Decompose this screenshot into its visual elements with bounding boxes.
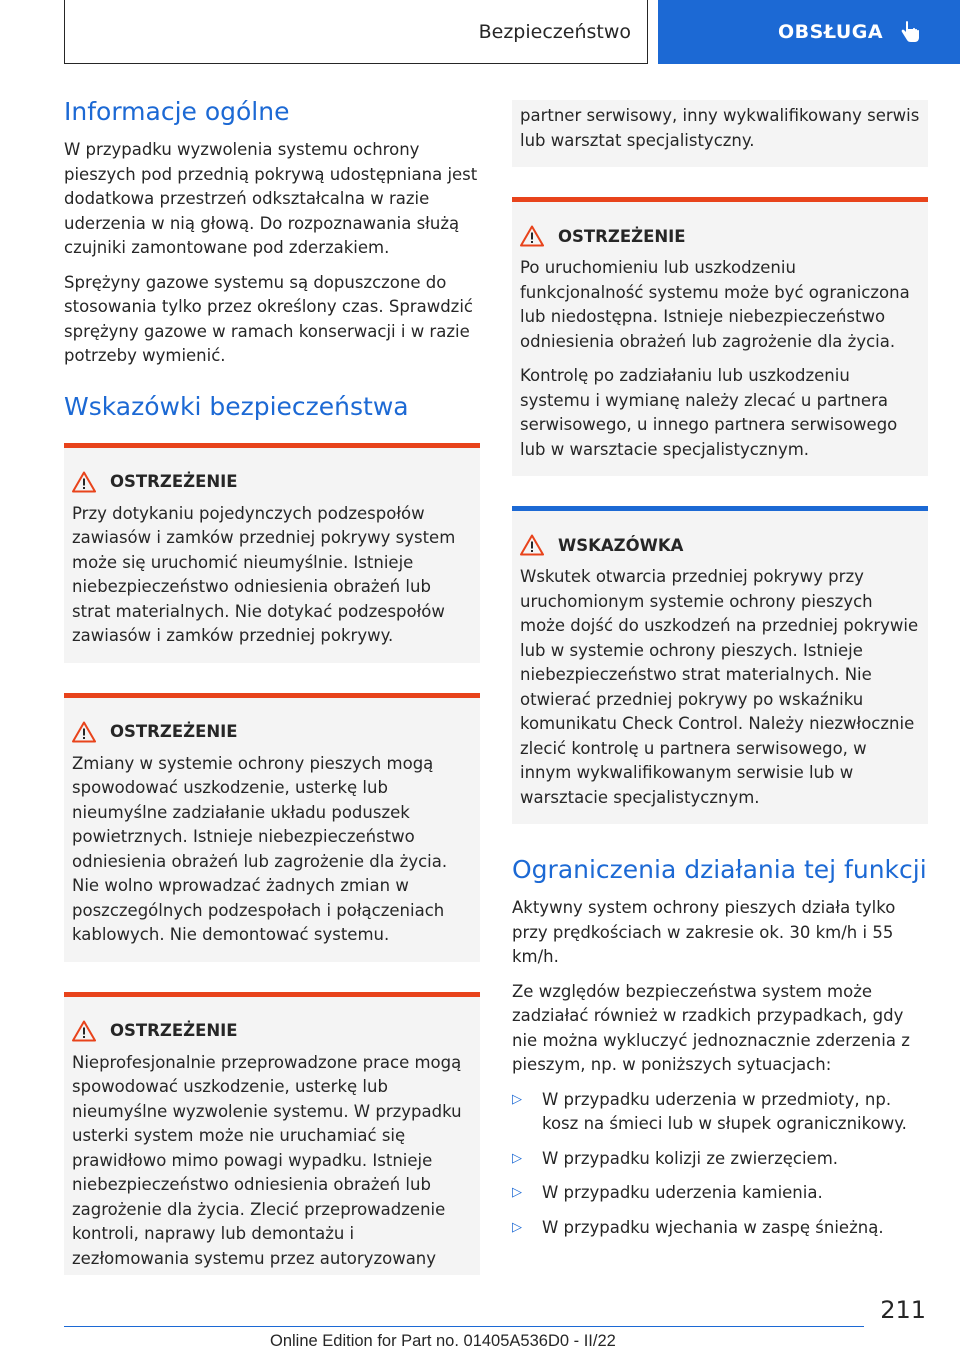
note-text: Wskutek otwarcia przedniej pokrywy przy uruchomionym systemie ochrony pieszych może dojść do uszkodzeń na przedniej pokrywie lub w systemie ochrony pieszych. Istnieje niebezpieczeństwo strat materialnych. Nie otwierać przedniej pokrywy po wskaźniku komunikatu Check Control. Należy niezwłocznie zlecić kontrolę u partnera serwisowego, w innym wykwalifikowanym serwisie lub w warsztacie specjalistycznym.: [520, 567, 919, 807]
heading-safety-notes: Wskazówki bezpieczeństwa: [64, 391, 409, 421]
warning-text: Przy dotykaniu pojedynczych podzespołów zawiasów i zamków przedniej pokrywy system może się uruchomić nieumyślnie. Istnieje niebezpieczeństwo odniesienia obrażeń lub strat materialnych. Nie dotykać podzespołów zawiasów i zamków przedniej pokrywy.: [72, 503, 456, 645]
paragraph: Ze względów bezpieczeństwa system może zadziałać również w rzadkich przypadkach, gdy nie można wykluczyć jednoznacznie zderzenia z pieszym, np. w poniższych sytuacjach:: [512, 981, 910, 1074]
triangle-bullet-icon: ▷: [512, 1150, 522, 1166]
list-item: ▷ W przypadku wjechania w zaspę śnieżną.: [512, 1216, 928, 1241]
page-number: 211: [880, 1296, 926, 1324]
warning-triangle-icon: [72, 1020, 96, 1042]
warning-header: [72, 1019, 472, 1043]
list-item: ▷ W przypadku uderzenia kamienia.: [512, 1181, 928, 1206]
warning-title: OSTRZEŻENIE: [110, 472, 238, 491]
warning-box: [64, 693, 480, 962]
warning-title: OSTRZEŻENIE: [558, 226, 686, 246]
note-header: [520, 533, 920, 557]
warning-header: [72, 470, 472, 494]
warning-triangle-icon: [72, 721, 96, 743]
warning-text: Zmiany w systemie ochrony pieszych mogą spowodować uszkodzenie, usterkę lub nieumyślne zadziałanie układu poduszek powietrznych. Istnieje niebezpieczeństwo odniesienia obrażeń lub zagrożenie dla życia. Nie wolno wprowadzać żadnych zmian w poszczególnych podzespołach i połączeniach kablowych. Nie demontować systemu.: [72, 753, 448, 944]
chapter-label: OBSŁUGA: [778, 21, 884, 43]
warning-header: [72, 720, 472, 744]
triangle-bullet-icon: ▷: [512, 1219, 522, 1235]
paragraph: Sprężyny gazowe systemu są dopuszczone do stosowania tylko przez określony czas. Sprawdzić sprężyny gazowe w ramach konserwacji i w razie potrzeby wymienić.: [64, 272, 473, 365]
warning-text: Nieprofesjonalnie przeprowadzone prace mogą spowodować uszkodzenie, usterkę lub nieumyślne wyzwolenie systemu. W przypadku usterki system może nie uruchamiać się prawidłowo mimo powagi wypadku. Istnieje niebezpieczeństwo odniesienia obrażeń lub zagrożenie dla życia. Zlecić przeprowadzenie kontroli, naprawy lub demontażu i zezłomowania systemu przez autoryzowany: [72, 1052, 462, 1268]
left-column: [64, 96, 480, 1275]
section-label: Bezpieczeństwo: [478, 20, 631, 43]
situation-list: [512, 1088, 928, 1241]
triangle-bullet-icon: ▷: [512, 1185, 522, 1200]
warning-text: Po uruchomieniu lub uszkodzeniu funkcjonalność systemu może być ograniczona lub niedostępna. Istnieje niebezpieczeństwo odniesienia obrażeń lub zagrożenie dla życia.: [520, 258, 910, 351]
paragraph: Aktywny system ochrony pieszych działa tylko przy prędkościach w zakresie ok. 30 km/h i 55 km/h.: [512, 898, 896, 966]
warning-box-continued: [512, 100, 928, 167]
warning-triangle-icon: [520, 225, 544, 247]
warning-title: OSTRZEŻENIE: [110, 1021, 238, 1040]
note-title: WSKAZÓWKA: [558, 535, 684, 555]
hand-pointer-icon: [897, 19, 923, 45]
warning-header: [520, 224, 920, 248]
right-column: [512, 100, 928, 1250]
warning-box: [64, 443, 480, 663]
paragraph: W przypadku wyzwolenia systemu ochrony pieszych pod przednią pokrywą udostępniana jest dodatkowa przestrzeń odkształcalna w razie uderzenia w nią głową. Do rozpoznawania służą czujniki zamontowane pod zderzakiem.: [64, 140, 478, 257]
heading-function-limits: Ograniczenia działania tej funkcji: [512, 855, 927, 884]
warning-title: OSTRZEŻENIE: [110, 722, 238, 741]
warning-box: [64, 992, 480, 1276]
footer-edition: Online Edition for Part no. 01405A536D0 - II/22: [270, 1332, 616, 1350]
header-section-title: [64, 0, 648, 64]
warning-text: partner serwisowy, inny wykwalifikowany serwis lub warsztat specjalistyczny.: [520, 106, 920, 150]
warning-text: Kontrolę po zadziałaniu lub uszkodzeniu systemu i wymianę należy zlecać u partnera serwisowego, u innego partnera serwisowego lub w warsztacie specjalistycznym.: [520, 366, 898, 459]
note-box: [512, 506, 928, 824]
triangle-bullet-icon: ▷: [512, 1091, 522, 1107]
warning-triangle-icon: [72, 471, 96, 493]
heading-general-info: Informacje ogólne: [64, 97, 290, 126]
list-item: ▷ W przypadku uderzenia w przedmioty, np. kosz na śmieci lub w słupek ogranicznikowy.: [512, 1089, 907, 1133]
header-chapter-tab[interactable]: [658, 0, 960, 64]
warning-box: [512, 197, 928, 476]
warning-triangle-icon: [520, 534, 544, 556]
list-item: ▷ W przypadku kolizji ze zwierzęciem.: [512, 1147, 928, 1172]
footer-divider: [64, 1326, 864, 1327]
